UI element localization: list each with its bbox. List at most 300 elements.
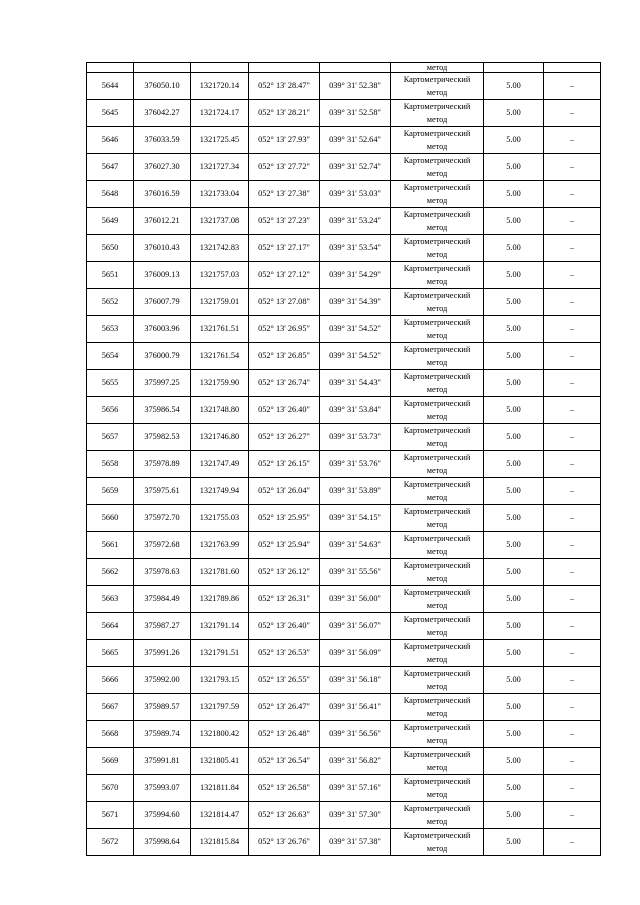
cell-x-coordinate: 375997.25: [134, 370, 191, 397]
cell-note: –: [544, 532, 601, 559]
cell-y-coordinate: 1321725.45: [191, 127, 249, 154]
table-body: [87, 63, 601, 856]
cell-x-coordinate: 375991.26: [134, 640, 191, 667]
method-line-2: метод: [426, 412, 448, 421]
method-line-2: метод: [426, 628, 448, 637]
cell-x-coordinate: 375978.63: [134, 559, 191, 586]
cell-method: [391, 424, 484, 451]
table-row: [87, 640, 601, 667]
cell-latitude: 052° 13' 26.63": [249, 802, 320, 829]
cell-precision: 5.00: [484, 748, 544, 775]
cell-longitude: 039° 31' 54.43": [320, 370, 391, 397]
table-row: [87, 667, 601, 694]
cell-y-coordinate: 1321805.41: [191, 748, 249, 775]
cell-precision: 5.00: [484, 154, 544, 181]
cell-point-number: 5647: [87, 154, 134, 181]
cell-longitude: 039° 31' 53.03": [320, 181, 391, 208]
method-line-2: метод: [426, 385, 448, 394]
cell-latitude: 052° 13' 26.27": [249, 424, 320, 451]
cell-y-coordinate: 1321727.34: [191, 154, 249, 181]
method-line-1: Картометрический: [403, 561, 471, 570]
cell-point-number: 5654: [87, 343, 134, 370]
cell-x-coordinate: 375984.49: [134, 586, 191, 613]
cell-latitude: 052° 13' 27.17": [249, 235, 320, 262]
cell-latitude: 052° 13' 26.95": [249, 316, 320, 343]
cell-point-number: 5644: [87, 73, 134, 100]
cell-y-coordinate: 1321742.83: [191, 235, 249, 262]
table-row: [87, 343, 601, 370]
cell-num: [87, 63, 134, 73]
cell-y-coordinate: 1321791.14: [191, 613, 249, 640]
cell-latitude: 052° 13' 26.58": [249, 775, 320, 802]
cell-longitude: 039° 31' 53.54": [320, 235, 391, 262]
method-line-2: метод: [426, 88, 448, 97]
cell-note: [544, 63, 601, 73]
cell-precision: 5.00: [484, 424, 544, 451]
cell-point-number: 5670: [87, 775, 134, 802]
cell-point-number: 5663: [87, 586, 134, 613]
cell-longitude: 039° 31' 54.63": [320, 532, 391, 559]
cell-x-coordinate: 375989.57: [134, 694, 191, 721]
cell-note: –: [544, 640, 601, 667]
cell-latitude: 052° 13' 26.85": [249, 343, 320, 370]
cell-point-number: 5669: [87, 748, 134, 775]
cell-precision: 5.00: [484, 289, 544, 316]
cell-point-number: 5655: [87, 370, 134, 397]
method-line-2: метод: [426, 115, 448, 124]
table-row: [87, 505, 601, 532]
cell-latitude: 052° 13' 26.54": [249, 748, 320, 775]
cell-longitude: 039° 31' 54.52": [320, 316, 391, 343]
method-line-2: метод: [426, 466, 448, 475]
cell-method: [391, 208, 484, 235]
cell-x-coordinate: 376027.30: [134, 154, 191, 181]
method-line-2: метод: [426, 709, 448, 718]
cell-x-coordinate: 375992.00: [134, 667, 191, 694]
cell-note: –: [544, 829, 601, 856]
cell-longitude: 039° 31' 52.64": [320, 127, 391, 154]
table-row: [87, 154, 601, 181]
cell-x-coordinate: 376007.79: [134, 289, 191, 316]
method-line-1: Картометрический: [403, 750, 471, 759]
cell-note: –: [544, 613, 601, 640]
method-line-2: метод: [426, 358, 448, 367]
cell-point-number: 5656: [87, 397, 134, 424]
cell-note: –: [544, 586, 601, 613]
cell-longitude: 039° 31' 56.82": [320, 748, 391, 775]
cell-y-coordinate: 1321791.51: [191, 640, 249, 667]
cell-precision: 5.00: [484, 532, 544, 559]
cell-method: [391, 478, 484, 505]
cell-precision: 5.00: [484, 451, 544, 478]
cell-x-coordinate: 375972.70: [134, 505, 191, 532]
cell-precision: 5.00: [484, 343, 544, 370]
method-line-2: метод: [426, 142, 448, 151]
cell-method: [391, 721, 484, 748]
cell-method: [391, 586, 484, 613]
cell-note: –: [544, 802, 601, 829]
cell-point-number: 5651: [87, 262, 134, 289]
cell-longitude: 039° 31' 56.00": [320, 586, 391, 613]
cell-y-coordinate: 1321747.49: [191, 451, 249, 478]
cell-latitude: 052° 13' 27.12": [249, 262, 320, 289]
cell-method: [391, 127, 484, 154]
method-line-2: метод: [426, 790, 448, 799]
table-row: [87, 100, 601, 127]
table-row: [87, 559, 601, 586]
method-line-2: метод: [426, 493, 448, 502]
cell-precision: 5.00: [484, 262, 544, 289]
cell-note: –: [544, 775, 601, 802]
cell-precision: 5.00: [484, 559, 544, 586]
cell-precision: 5.00: [484, 181, 544, 208]
cell-precision: 5.00: [484, 478, 544, 505]
method-line-1: Картометрический: [403, 642, 471, 651]
table-row: [87, 775, 601, 802]
cell-method: [391, 748, 484, 775]
cell-method: [391, 775, 484, 802]
cell-point-number: 5657: [87, 424, 134, 451]
cell-method: [391, 397, 484, 424]
cell-lon: [320, 63, 391, 73]
cell-latitude: 052° 13' 26.15": [249, 451, 320, 478]
cell-latitude: 052° 13' 26.40": [249, 613, 320, 640]
cell-method: [391, 451, 484, 478]
cell-latitude: 052° 13' 27.72": [249, 154, 320, 181]
cell-point-number: 5660: [87, 505, 134, 532]
table-row: [87, 586, 601, 613]
cell-x-coordinate: 376050.10: [134, 73, 191, 100]
cell-longitude: 039° 31' 56.09": [320, 640, 391, 667]
method-line-1: Картометрический: [403, 534, 471, 543]
cell-latitude: 052° 13' 26.40": [249, 397, 320, 424]
cell-x: [134, 63, 191, 73]
cell-longitude: 039° 31' 53.89": [320, 478, 391, 505]
cell-latitude: 052° 13' 26.74": [249, 370, 320, 397]
cell-precision: 5.00: [484, 667, 544, 694]
method-line-1: Картометрический: [403, 669, 471, 678]
method-line-1: Картометрический: [403, 588, 471, 597]
cell-method: метод: [391, 63, 484, 73]
cell-longitude: 039° 31' 52.74": [320, 154, 391, 181]
cell-point-number: 5649: [87, 208, 134, 235]
cell-y-coordinate: 1321755.03: [191, 505, 249, 532]
table-row: [87, 235, 601, 262]
cell-y-coordinate: 1321757.03: [191, 262, 249, 289]
table-row: [87, 748, 601, 775]
method-line-1: Картометрический: [403, 183, 471, 192]
cell-longitude: 039° 31' 56.56": [320, 721, 391, 748]
cell-x-coordinate: 375998.64: [134, 829, 191, 856]
cell-y-coordinate: 1321793.15: [191, 667, 249, 694]
cell-latitude: 052° 13' 25.94": [249, 532, 320, 559]
cell-point-number: 5672: [87, 829, 134, 856]
continuation-row: [87, 63, 601, 73]
cell-point-number: 5671: [87, 802, 134, 829]
method-line-2: метод: [426, 817, 448, 826]
cell-method: [391, 289, 484, 316]
cell-precision: 5.00: [484, 775, 544, 802]
cell-method: [391, 802, 484, 829]
cell-method: [391, 154, 484, 181]
cell-x-coordinate: 376033.59: [134, 127, 191, 154]
cell-y: [191, 63, 249, 73]
cell-note: –: [544, 127, 601, 154]
cell-latitude: 052° 13' 28.21": [249, 100, 320, 127]
cell-y-coordinate: 1321759.01: [191, 289, 249, 316]
method-line-1: Картометрический: [403, 723, 471, 732]
cell-note: –: [544, 181, 601, 208]
cell-precision: 5.00: [484, 586, 544, 613]
cell-note: –: [544, 154, 601, 181]
cell-y-coordinate: 1321746.80: [191, 424, 249, 451]
cell-precision: 5.00: [484, 73, 544, 100]
cell-latitude: 052° 13' 27.38": [249, 181, 320, 208]
method-line-2: метод: [426, 520, 448, 529]
method-line-1: Картометрический: [403, 210, 471, 219]
cell-precision: 5.00: [484, 721, 544, 748]
cell-latitude: 052° 13' 27.08": [249, 289, 320, 316]
coordinates-table: [86, 62, 601, 856]
cell-y-coordinate: 1321720.14: [191, 73, 249, 100]
cell-note: –: [544, 289, 601, 316]
table-row: [87, 181, 601, 208]
cell-longitude: 039° 31' 53.73": [320, 424, 391, 451]
cell-x-coordinate: 375991.81: [134, 748, 191, 775]
cell-precision: 5.00: [484, 235, 544, 262]
cell-y-coordinate: 1321733.04: [191, 181, 249, 208]
method-line-2: метод: [426, 304, 448, 313]
cell-longitude: 039° 31' 56.41": [320, 694, 391, 721]
cell-point-number: 5646: [87, 127, 134, 154]
cell-x-coordinate: 376010.43: [134, 235, 191, 262]
cell-y-coordinate: 1321761.54: [191, 343, 249, 370]
cell-latitude: 052° 13' 26.04": [249, 478, 320, 505]
method-line-1: Картометрический: [403, 102, 471, 111]
cell-longitude: 039° 31' 57.38": [320, 829, 391, 856]
cell-x-coordinate: 375975.61: [134, 478, 191, 505]
method-line-1: Картометрический: [403, 156, 471, 165]
cell-method: [391, 505, 484, 532]
cell-y-coordinate: 1321815.84: [191, 829, 249, 856]
method-line-1: Картометрический: [403, 264, 471, 273]
method-line-1: Картометрический: [403, 318, 471, 327]
cell-precision: 5.00: [484, 505, 544, 532]
cell-x-coordinate: 375982.53: [134, 424, 191, 451]
cell-note: –: [544, 316, 601, 343]
cell-longitude: 039° 31' 54.29": [320, 262, 391, 289]
cell-y-coordinate: 1321759.90: [191, 370, 249, 397]
cell-latitude: 052° 13' 26.76": [249, 829, 320, 856]
cell-latitude: 052° 13' 27.93": [249, 127, 320, 154]
cell-note: –: [544, 343, 601, 370]
method-line-1: Картометрический: [403, 237, 471, 246]
cell-x-coordinate: 375987.27: [134, 613, 191, 640]
method-line-2: метод: [426, 844, 448, 853]
table-row: [87, 451, 601, 478]
cell-longitude: 039° 31' 52.58": [320, 100, 391, 127]
cell-note: –: [544, 370, 601, 397]
cell-method: [391, 613, 484, 640]
cell-point-number: 5652: [87, 289, 134, 316]
cell-method: [391, 694, 484, 721]
table-row: [87, 532, 601, 559]
method-line-2: метод: [426, 601, 448, 610]
cell-note: –: [544, 721, 601, 748]
method-line-1: Картометрический: [403, 345, 471, 354]
cell-x-coordinate: 375978.89: [134, 451, 191, 478]
cell-y-coordinate: 1321811.84: [191, 775, 249, 802]
cell-precision: 5.00: [484, 316, 544, 343]
cell-latitude: 052° 13' 25.95": [249, 505, 320, 532]
cell-note: –: [544, 424, 601, 451]
cell-y-coordinate: 1321781.60: [191, 559, 249, 586]
cell-precision: 5.00: [484, 694, 544, 721]
table-row: [87, 829, 601, 856]
table-row: [87, 694, 601, 721]
cell-y-coordinate: 1321749.94: [191, 478, 249, 505]
cell-note: –: [544, 100, 601, 127]
cell-longitude: 039° 31' 54.39": [320, 289, 391, 316]
cell-method: [391, 262, 484, 289]
cell-precision: 5.00: [484, 640, 544, 667]
method-line-2: метод: [426, 682, 448, 691]
cell-method: [391, 829, 484, 856]
cell-lat: [249, 63, 320, 73]
cell-longitude: 039° 31' 54.15": [320, 505, 391, 532]
cell-y-coordinate: 1321797.59: [191, 694, 249, 721]
cell-point-number: 5664: [87, 613, 134, 640]
method-line-2: метод: [426, 196, 448, 205]
table-row: [87, 73, 601, 100]
cell-note: –: [544, 559, 601, 586]
cell-method: [391, 532, 484, 559]
method-line-1: Картометрический: [403, 399, 471, 408]
method-line-1: Картометрический: [403, 804, 471, 813]
table-row: [87, 397, 601, 424]
cell-method: [391, 559, 484, 586]
method-line-1: Картометрический: [403, 129, 471, 138]
cell-note: –: [544, 451, 601, 478]
method-line-1: Картометрический: [403, 480, 471, 489]
method-line-1: Картометрический: [403, 75, 471, 84]
cell-longitude: 039° 31' 53.84": [320, 397, 391, 424]
cell-note: –: [544, 397, 601, 424]
cell-x-coordinate: 375986.54: [134, 397, 191, 424]
method-line-1: Картометрический: [403, 831, 471, 840]
cell-latitude: 052° 13' 26.55": [249, 667, 320, 694]
method-line-1: Картометрический: [403, 696, 471, 705]
cell-x-coordinate: 376003.96: [134, 316, 191, 343]
cell-y-coordinate: 1321761.51: [191, 316, 249, 343]
cell-x-coordinate: 375994.60: [134, 802, 191, 829]
table-row: [87, 478, 601, 505]
table-row: [87, 262, 601, 289]
cell-x-coordinate: 376042.27: [134, 100, 191, 127]
cell-latitude: 052° 13' 26.12": [249, 559, 320, 586]
method-line-1: Картометрический: [403, 453, 471, 462]
cell-longitude: 039° 31' 56.07": [320, 613, 391, 640]
cell-y-coordinate: 1321763.99: [191, 532, 249, 559]
table-row: [87, 127, 601, 154]
cell-point-number: 5665: [87, 640, 134, 667]
method-line-1: Картометрический: [403, 291, 471, 300]
method-line-2: метод: [426, 169, 448, 178]
cell-point-number: 5668: [87, 721, 134, 748]
table-row: [87, 424, 601, 451]
cell-y-coordinate: 1321789.86: [191, 586, 249, 613]
cell-latitude: 052° 13' 26.31": [249, 586, 320, 613]
cell-precision: 5.00: [484, 100, 544, 127]
cell-latitude: 052° 13' 26.48": [249, 721, 320, 748]
cell-point-number: 5661: [87, 532, 134, 559]
method-line-1: Картометрический: [403, 372, 471, 381]
cell-precision: 5.00: [484, 613, 544, 640]
cell-method: [391, 235, 484, 262]
cell-precision: 5.00: [484, 829, 544, 856]
cell-x-coordinate: 376016.59: [134, 181, 191, 208]
table-row: [87, 208, 601, 235]
cell-note: –: [544, 505, 601, 532]
cell-x-coordinate: 376000.79: [134, 343, 191, 370]
cell-point-number: 5659: [87, 478, 134, 505]
cell-y-coordinate: 1321748.80: [191, 397, 249, 424]
table-row: [87, 613, 601, 640]
cell-longitude: 039° 31' 52.38": [320, 73, 391, 100]
cell-point-number: 5650: [87, 235, 134, 262]
method-line-2: метод: [426, 655, 448, 664]
cell-x-coordinate: 375989.74: [134, 721, 191, 748]
cell-note: –: [544, 73, 601, 100]
method-line-2: метод: [426, 439, 448, 448]
cell-longitude: 039° 31' 53.24": [320, 208, 391, 235]
cell-method: [391, 181, 484, 208]
cell-precision: 5.00: [484, 208, 544, 235]
cell-precision: 5.00: [484, 127, 544, 154]
method-line-1: Картометрический: [403, 426, 471, 435]
cell-precision: 5.00: [484, 802, 544, 829]
cell-point-number: 5648: [87, 181, 134, 208]
cell-note: –: [544, 694, 601, 721]
cell-method: [391, 343, 484, 370]
cell-longitude: 039° 31' 56.18": [320, 667, 391, 694]
cell-y-coordinate: 1321800.42: [191, 721, 249, 748]
cell-note: –: [544, 748, 601, 775]
table-row: [87, 316, 601, 343]
table-row: [87, 802, 601, 829]
method-line-2: метод: [426, 331, 448, 340]
cell-x-coordinate: 375993.07: [134, 775, 191, 802]
table-row: [87, 370, 601, 397]
cell-method: [391, 73, 484, 100]
cell-precision: [484, 63, 544, 73]
cell-method: [391, 640, 484, 667]
cell-note: –: [544, 208, 601, 235]
method-line-2: метод: [426, 736, 448, 745]
method-line-2: метод: [426, 574, 448, 583]
table-row: [87, 721, 601, 748]
cell-precision: 5.00: [484, 397, 544, 424]
cell-longitude: 039° 31' 57.16": [320, 775, 391, 802]
method-line-2: метод: [426, 223, 448, 232]
cell-point-number: 5645: [87, 100, 134, 127]
cell-x-coordinate: 376012.21: [134, 208, 191, 235]
cell-method: [391, 100, 484, 127]
cell-x-coordinate: 375972.68: [134, 532, 191, 559]
table-row: [87, 289, 601, 316]
cell-longitude: 039° 31' 53.76": [320, 451, 391, 478]
method-line-2: метод: [426, 277, 448, 286]
